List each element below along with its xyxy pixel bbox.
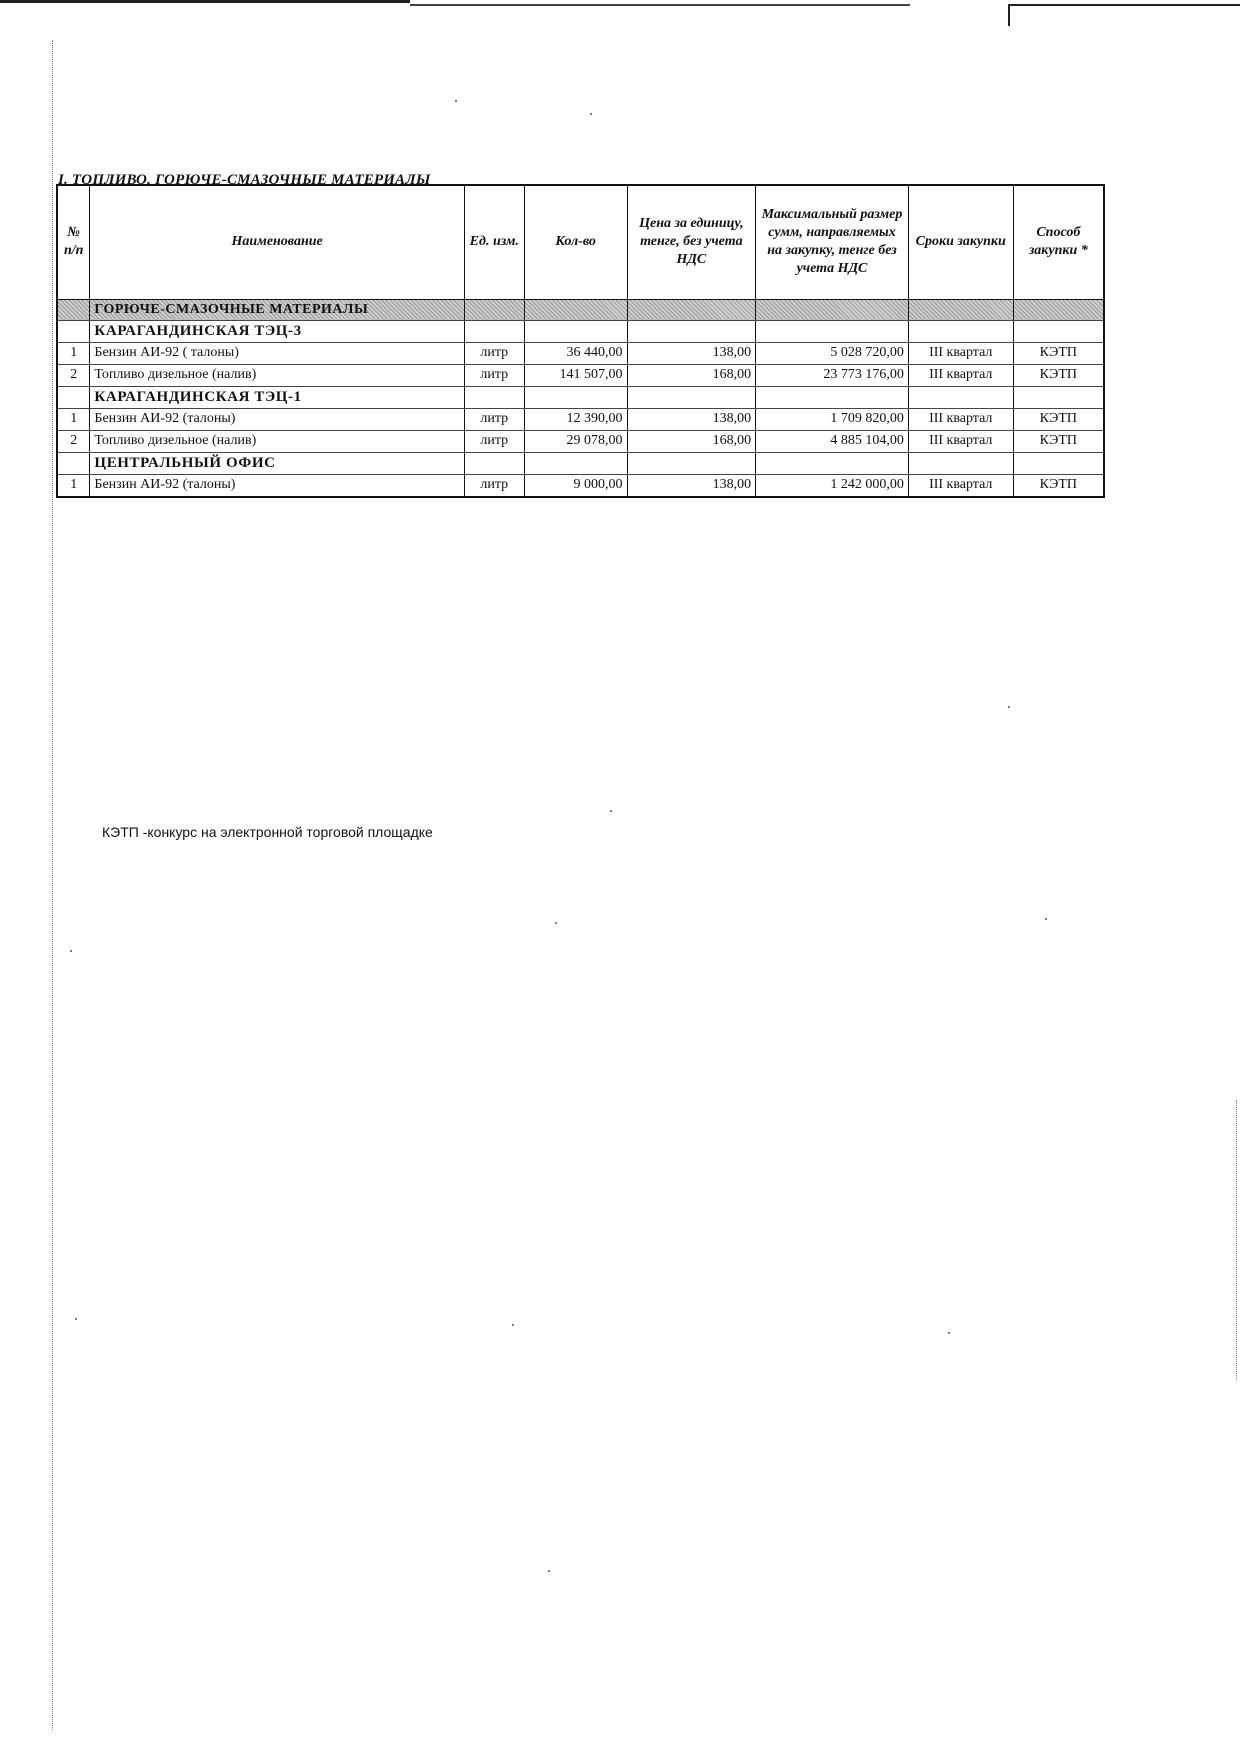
row-term: III квартал bbox=[908, 364, 1013, 386]
row-sum: 1 242 000,00 bbox=[756, 474, 909, 497]
row-method: КЭТП bbox=[1013, 364, 1104, 386]
col-header-num: № п/п bbox=[57, 185, 90, 299]
group-title: КАРАГАНДИНСКАЯ ТЭЦ-1 bbox=[90, 386, 464, 408]
scan-speck bbox=[548, 1570, 550, 1572]
scan-speck bbox=[512, 1324, 514, 1326]
row-unit: литр bbox=[464, 408, 524, 430]
row-price: 138,00 bbox=[627, 474, 756, 497]
row-qty: 36 440,00 bbox=[524, 342, 627, 364]
row-price: 168,00 bbox=[627, 364, 756, 386]
row-method: КЭТП bbox=[1013, 342, 1104, 364]
scan-speck bbox=[70, 950, 72, 952]
col-header-unit: Ед. изм. bbox=[464, 185, 524, 299]
row-method: КЭТП bbox=[1013, 430, 1104, 452]
table-row bbox=[57, 342, 1104, 364]
row-sum: 5 028 720,00 bbox=[756, 342, 909, 364]
row-num: 1 bbox=[57, 408, 90, 430]
row-price: 138,00 bbox=[627, 342, 756, 364]
group-row bbox=[57, 320, 1104, 342]
row-unit: литр bbox=[464, 342, 524, 364]
row-method: КЭТП bbox=[1013, 408, 1104, 430]
header-row bbox=[57, 185, 1104, 299]
row-name: Бензин АИ-92 ( талоны) bbox=[90, 342, 464, 364]
group-row bbox=[57, 452, 1104, 474]
group-title: ЦЕНТРАЛЬНЫЙ ОФИС bbox=[90, 452, 464, 474]
scan-corner-mark bbox=[1008, 4, 1240, 26]
row-name: Бензин АИ-92 (талоны) bbox=[90, 474, 464, 497]
row-name: Топливо дизельное (налив) bbox=[90, 364, 464, 386]
category-title: ГОРЮЧЕ-СМАЗОЧНЫЕ МАТЕРИАЛЫ bbox=[90, 299, 464, 320]
scan-speck bbox=[555, 922, 557, 924]
group-title: КАРАГАНДИНСКАЯ ТЭЦ-3 bbox=[90, 320, 464, 342]
row-num: 1 bbox=[57, 474, 90, 497]
row-qty: 141 507,00 bbox=[524, 364, 627, 386]
row-unit: литр bbox=[464, 364, 524, 386]
scan-speck bbox=[1045, 918, 1047, 920]
row-term: III квартал bbox=[908, 430, 1013, 452]
col-header-term: Сроки закупки bbox=[908, 185, 1013, 299]
row-num: 2 bbox=[57, 430, 90, 452]
scan-speck bbox=[75, 1318, 77, 1320]
col-header-name: Наименование bbox=[90, 185, 464, 299]
row-term: III квартал bbox=[908, 474, 1013, 497]
row-unit: литр bbox=[464, 474, 524, 497]
scan-speck bbox=[610, 810, 612, 812]
footnote: КЭТП -конкурс на электронной торговой площадке bbox=[102, 824, 433, 840]
row-num: 2 bbox=[57, 364, 90, 386]
row-name: Топливо дизельное (налив) bbox=[90, 430, 464, 452]
col-header-qty: Кол-во bbox=[524, 185, 627, 299]
row-unit: литр bbox=[464, 430, 524, 452]
row-qty: 12 390,00 bbox=[524, 408, 627, 430]
row-term: III квартал bbox=[908, 408, 1013, 430]
scan-left-margin bbox=[52, 40, 53, 1730]
scan-top-edge-line bbox=[410, 4, 910, 6]
table-row bbox=[57, 408, 1104, 430]
procurement-table bbox=[56, 184, 1105, 498]
table-row bbox=[57, 474, 1104, 497]
scan-top-edge bbox=[0, 0, 410, 12]
row-name: Бензин АИ-92 (талоны) bbox=[90, 408, 464, 430]
table-row bbox=[57, 364, 1104, 386]
row-price: 138,00 bbox=[627, 408, 756, 430]
row-method: КЭТП bbox=[1013, 474, 1104, 497]
row-num: 1 bbox=[57, 342, 90, 364]
scan-speck bbox=[455, 100, 457, 102]
col-header-method: Способ закупки * bbox=[1013, 185, 1104, 299]
scan-speck bbox=[1008, 706, 1010, 708]
row-sum: 23 773 176,00 bbox=[756, 364, 909, 386]
group-row bbox=[57, 386, 1104, 408]
row-sum: 1 709 820,00 bbox=[756, 408, 909, 430]
section-title: I. ТОПЛИВО, ГОРЮЧЕ-СМАЗОЧНЫЕ МАТЕРИАЛЫ bbox=[58, 172, 431, 188]
table-row bbox=[57, 430, 1104, 452]
scan-right-margin bbox=[1236, 1100, 1237, 1380]
scan-speck bbox=[590, 113, 592, 115]
category-row bbox=[57, 299, 1104, 320]
row-qty: 29 078,00 bbox=[524, 430, 627, 452]
col-header-max-sum: Максимальный размер сумм, направляемых на закупку, тенге без учета НДС bbox=[756, 185, 909, 299]
row-sum: 4 885 104,00 bbox=[756, 430, 909, 452]
row-term: III квартал bbox=[908, 342, 1013, 364]
row-price: 168,00 bbox=[627, 430, 756, 452]
scan-speck bbox=[948, 1332, 950, 1334]
row-qty: 9 000,00 bbox=[524, 474, 627, 497]
col-header-price: Цена за единицу, тенге, без учета НДС bbox=[627, 185, 756, 299]
